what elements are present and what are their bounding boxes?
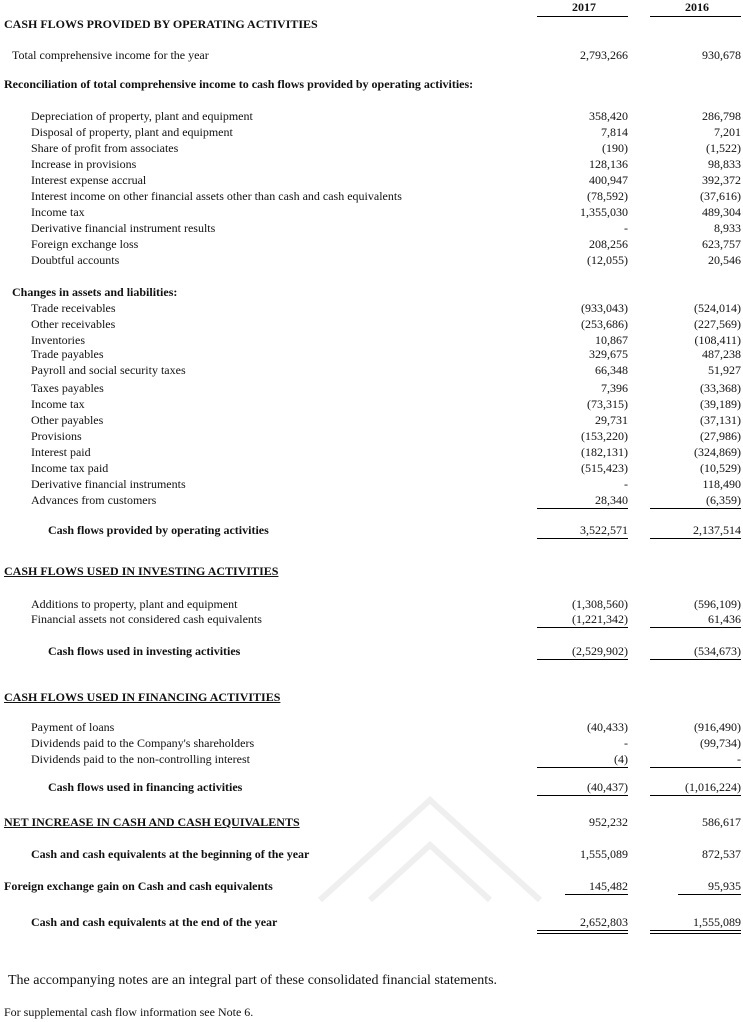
row-value-2017: 66,348	[595, 363, 628, 377]
fx-rule-2017	[565, 894, 628, 895]
net-increase-2017: 952,232	[589, 815, 628, 829]
row-value-2016: (99,734)	[700, 736, 741, 750]
cash-begin-2017: 1,555,089	[580, 847, 628, 861]
row-label: Interest expense accrual	[31, 173, 147, 187]
cash-end-label: Cash and cash equivalents at the end of the year	[31, 915, 278, 929]
financing-rule-2016	[650, 767, 741, 768]
row-value-2016: 61,436	[708, 612, 741, 626]
row-value-2016: 51,927	[708, 363, 741, 377]
financing-total-2017: (40,437)	[587, 780, 628, 794]
row-value-2017: 208,256	[589, 237, 628, 251]
row-value-2017: (40,433)	[587, 720, 628, 734]
row-value-2017: (253,686)	[581, 317, 628, 331]
financing-total-2016: (1,016,224)	[685, 780, 741, 794]
row-value-2016: 8,933	[714, 221, 741, 235]
column-header-2016: 2016	[685, 0, 709, 14]
row-label: Other payables	[31, 413, 104, 427]
row-value-2016: (6,359)	[706, 493, 741, 507]
row-label: Trade receivables	[31, 301, 116, 315]
total-rule-2017	[537, 538, 628, 539]
row-value-2017: -	[624, 736, 628, 750]
cash-end-2016: 1,555,089	[693, 915, 741, 929]
row-label: Taxes payables	[31, 381, 104, 395]
subtotal-rule-2017	[537, 508, 628, 509]
row-value-2016: 20,546	[708, 253, 741, 267]
row-value-2016: (37,131)	[700, 413, 741, 427]
row-value-2016: (33,368)	[700, 381, 741, 395]
fx-rule-2016	[678, 894, 741, 895]
row-value-2016: 392,372	[702, 173, 741, 187]
integral-note: The accompanying notes are an integral part of these consolidated financial statements.	[8, 973, 498, 988]
total-income-2017: 2,793,266	[580, 48, 628, 62]
cash-end-2017: 2,652,803	[580, 915, 628, 929]
row-value-2017: 358,420	[589, 109, 628, 123]
operating-total-label: Cash flows provided by operating activities	[48, 523, 269, 537]
row-value-2016: (227,569)	[694, 317, 741, 331]
financing-rule-2017	[537, 767, 628, 768]
row-value-2017: 400,947	[589, 173, 628, 187]
row-value-2017: (153,220)	[581, 429, 628, 443]
financing-heading: CASH FLOWS USED IN FINANCING ACTIVITIES	[4, 690, 281, 704]
row-value-2016: (596,109)	[694, 597, 741, 611]
investing-total-rule-2017	[537, 659, 628, 660]
column-header-2017: 2017	[572, 0, 596, 14]
row-value-2016: -	[737, 752, 741, 766]
header-rule-2016	[650, 16, 741, 17]
investing-total-2017: (2,529,902)	[572, 644, 628, 658]
row-label: Payroll and social security taxes	[31, 363, 186, 377]
financing-total-label: Cash flows used in financing activities	[48, 780, 243, 794]
row-label: Additions to property, plant and equipment	[31, 597, 238, 611]
net-increase-2016: 586,617	[702, 815, 741, 829]
row-label: Derivative financial instrument results	[31, 221, 216, 235]
row-value-2016: (916,490)	[694, 720, 741, 734]
row-label: Advances from customers	[31, 493, 157, 507]
row-value-2016: (10,529)	[700, 461, 741, 475]
row-value-2016: 286,798	[702, 109, 741, 123]
fx-gain-label: Foreign exchange gain on Cash and cash equivalents	[4, 879, 273, 893]
row-value-2016: (524,014)	[694, 301, 741, 315]
row-label: Other receivables	[31, 317, 116, 331]
investing-rule-2016	[650, 627, 741, 628]
row-value-2017: 128,136	[589, 157, 628, 171]
row-label: Trade payables	[31, 347, 104, 361]
investing-total-2016: (534,673)	[694, 644, 741, 658]
row-value-2016: (39,189)	[700, 397, 741, 411]
changes-heading: Changes in assets and liabilities:	[12, 285, 178, 299]
row-value-2016: (324,869)	[694, 445, 741, 459]
row-value-2016: 7,201	[714, 125, 741, 139]
row-value-2016: 118,490	[702, 477, 741, 491]
operating-total-2016: 2,137,514	[693, 523, 741, 537]
net-increase-label: NET INCREASE IN CASH AND CASH EQUIVALENTS	[4, 815, 300, 829]
investing-rule-2017	[537, 627, 628, 628]
cash-end-rule-a-2017	[537, 930, 628, 931]
row-label: Disposal of property, plant and equipment	[31, 125, 233, 139]
row-value-2017: 28,340	[595, 493, 628, 507]
row-value-2017: (73,315)	[587, 397, 628, 411]
investing-total-label: Cash flows used in investing activities	[48, 644, 241, 658]
supplemental-note: For supplemental cash flow information see Note 6.	[4, 1005, 254, 1019]
row-value-2017: (1,308,560)	[572, 597, 628, 611]
row-label: Payment of loans	[31, 720, 115, 734]
row-label: Depreciation of property, plant and equipment	[31, 109, 253, 123]
row-value-2016: 98,833	[708, 157, 741, 171]
cash-end-rule-b-2017	[537, 933, 628, 934]
row-value-2017: (78,592)	[587, 189, 628, 203]
row-value-2017: (190)	[602, 141, 628, 155]
row-value-2017: (1,221,342)	[572, 612, 628, 626]
row-value-2016: 487,238	[702, 347, 741, 361]
row-value-2017: (182,131)	[581, 445, 628, 459]
fx-gain-2016: 95,935	[708, 879, 741, 893]
row-label: Dividends paid to the non-controlling interest	[31, 752, 250, 766]
row-label: Foreign exchange loss	[31, 237, 139, 251]
row-value-2017: 10,867	[595, 333, 628, 347]
row-label: Interest income on other financial assets other than cash and cash equivalents	[31, 189, 402, 203]
fx-gain-2017: 145,482	[589, 879, 628, 893]
cash-end-rule-b-2016	[650, 933, 741, 934]
total-rule-2016	[650, 538, 741, 539]
row-value-2017: -	[624, 221, 628, 235]
operating-total-2017: 3,522,571	[580, 523, 628, 537]
row-value-2017: (933,043)	[581, 301, 628, 315]
investing-total-rule-2016	[650, 659, 741, 660]
row-value-2016: (27,986)	[700, 429, 741, 443]
row-value-2016: (37,616)	[700, 189, 741, 203]
row-value-2017: 1,355,030	[580, 205, 628, 219]
row-label: Interest paid	[31, 445, 91, 459]
row-value-2017: 7,396	[601, 381, 628, 395]
row-value-2017: 29,731	[595, 413, 628, 427]
reconciliation-heading: Reconciliation of total comprehensive income to cash flows provided by operating activities:	[4, 77, 474, 91]
row-value-2017: (515,423)	[581, 461, 628, 475]
row-label: Income tax	[31, 397, 85, 411]
row-label: Increase in provisions	[31, 157, 137, 171]
row-value-2017: 329,675	[589, 347, 628, 361]
row-label: Income tax paid	[31, 461, 109, 475]
row-value-2017: -	[624, 477, 628, 491]
watermark-logo	[300, 790, 560, 910]
row-label: Share of profit from associates	[31, 141, 179, 155]
row-value-2016: 489,304	[702, 205, 741, 219]
row-label: Doubtful accounts	[31, 253, 120, 267]
cash-end-rule-a-2016	[650, 930, 741, 931]
subtotal-rule-2016	[650, 508, 741, 509]
row-label: Derivative financial instruments	[31, 477, 186, 491]
row-value-2017: (4)	[614, 752, 628, 766]
operating-heading: CASH FLOWS PROVIDED BY OPERATING ACTIVITIES	[4, 17, 318, 31]
total-income-label: Total comprehensive income for the year	[12, 48, 209, 62]
cash-begin-2016: 872,537	[702, 847, 741, 861]
row-label: Financial assets not considered cash equivalents	[31, 612, 262, 626]
row-label: Dividends paid to the Company's shareholders	[31, 736, 255, 750]
row-value-2016: (108,411)	[694, 333, 741, 347]
row-label: Provisions	[31, 429, 82, 443]
total-income-2016: 930,678	[702, 48, 741, 62]
financing-total-rule-2016	[650, 795, 741, 796]
cash-begin-label: Cash and cash equivalents at the beginning of the year	[31, 847, 310, 861]
row-value-2016: 623,757	[702, 237, 741, 251]
row-value-2016: (1,522)	[706, 141, 741, 155]
header-rule-2017	[537, 16, 628, 17]
investing-heading: CASH FLOWS USED IN INVESTING ACTIVITIES	[4, 564, 279, 578]
row-value-2017: (12,055)	[587, 253, 628, 267]
row-label: Income tax	[31, 205, 85, 219]
row-value-2017: 7,814	[601, 125, 628, 139]
row-label: Inventories	[31, 333, 85, 347]
